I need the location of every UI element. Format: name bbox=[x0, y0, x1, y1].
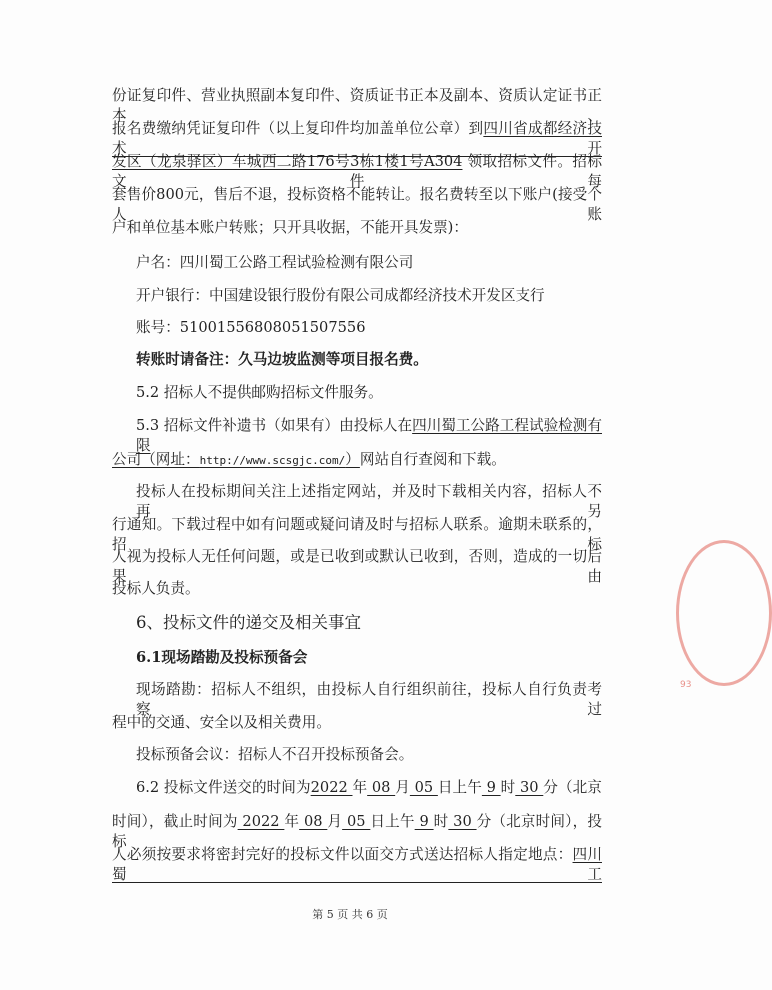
submit-minute: 30 bbox=[515, 779, 544, 796]
notice-line-4: 投标人负责。 bbox=[112, 580, 200, 597]
para-1-line-4: 套售价800元，售后不退，投标资格不能转让。报名费转至以下账户(接受个人账 bbox=[112, 186, 602, 223]
notice-line-1: 投标人在投标期间关注上述指定网站，并及时下载相关内容，招标人不再另 bbox=[136, 483, 602, 520]
pre-bid-meeting: 投标预备会议：招标人不召开投标预备会。 bbox=[136, 746, 414, 763]
transfer-remark: 转账时请备注：久马边坡监测等项目报名费。 bbox=[136, 351, 428, 368]
clause-5-3-line-2: 公司（网址：http://www.scsgjc.com/）网站自行查阅和下载。 bbox=[112, 451, 506, 468]
deadline-year: 2022 bbox=[237, 813, 285, 830]
account-number: 账号：51001556808051507556 bbox=[136, 319, 366, 336]
notice-line-2: 行通知。下载过程中如有问题或疑问请及时与招标人联系。逾期未联系的，招标 bbox=[112, 516, 602, 553]
para-1-line-2: 报名费缴纳凭证复印件（以上复印件均加盖单位公章）到四川省成都经济技术开 bbox=[112, 120, 602, 157]
account-bank: 开户银行：中国建设银行股份有限公司成都经济技术开发区支行 bbox=[136, 287, 545, 304]
submission-location: 四川蜀工 bbox=[112, 846, 602, 883]
submit-year: 2022 bbox=[310, 779, 353, 796]
website-link[interactable]: http://www.scsgjc.com/ bbox=[199, 454, 346, 467]
site-visit-line-2: 程中的交通、安全以及相关费用。 bbox=[112, 714, 331, 731]
para-1-line-5: 户和单位基本账户转账；只开具收据，不能开具发票)： bbox=[112, 219, 468, 236]
address-link: 四川省成都经济技术开 bbox=[112, 120, 602, 157]
official-seal-stamp bbox=[676, 540, 772, 686]
deadline-hour: 9 bbox=[414, 813, 434, 830]
page-number-footer: 第 5 页 共 6 页 bbox=[312, 908, 388, 921]
deadline-month: 08 bbox=[299, 813, 328, 830]
site-visit-line-1: 现场踏勘：招标人不组织，由投标人自行组织前往，投标人自行负责考察过 bbox=[136, 681, 602, 718]
clause-5-3-line-1: 5.3 招标文件补遗书（如果有）由投标人在四川蜀工公路工程试验检测有限 bbox=[136, 417, 602, 454]
submit-month: 08 bbox=[367, 779, 396, 796]
address-continued: 发区（龙泉驿区）车城西二路176号3栋1楼1号A304 bbox=[112, 153, 463, 170]
submit-hour: 9 bbox=[481, 779, 501, 796]
deadline-minute: 30 bbox=[448, 813, 477, 830]
company-name: 四川蜀工公路工程试验检测有限 bbox=[136, 417, 602, 454]
para-1-line-1: 份证复印件、营业执照副本复印件、资质证书正本及副本、资质认定证书正本、 bbox=[112, 87, 602, 124]
account-name: 户名：四川蜀工公路工程试验检测有限公司 bbox=[136, 254, 414, 271]
seal-fragment-text: 93 bbox=[680, 680, 692, 690]
submit-day: 05 bbox=[409, 779, 438, 796]
section-6-title: 6、投标文件的递交及相关事宜 bbox=[136, 613, 361, 632]
clause-6-2-line-3: 人必须按要求将密封完好的投标文件以面交方式送达招标人指定地点：四川蜀工 bbox=[112, 846, 602, 883]
clause-5-2: 5.2 招标人不提供邮购招标文件服务。 bbox=[136, 384, 383, 401]
deadline-day: 05 bbox=[342, 813, 371, 830]
notice-line-3: 人视为投标人无任何问题，或是已收到或默认已收到，否则，造成的一切后果由 bbox=[112, 548, 602, 585]
clause-6-2-line-1: 6.2 投标文件送交的时间为2022 年 08 月 05 日上午 9 时 30 分（北京 bbox=[136, 779, 602, 796]
clause-6-2-line-2: 时间），截止时间为 2022 年 08 月 05 日上午 9 时 30 分（北京时间），投标 bbox=[112, 813, 602, 850]
para-1-line-3: 发区（龙泉驿区）车城西二路176号3栋1楼1号A304 领取招标文件。招标文件每 bbox=[112, 153, 602, 190]
subsection-6-1: 6.1现场踏勘及投标预备会 bbox=[136, 649, 308, 666]
